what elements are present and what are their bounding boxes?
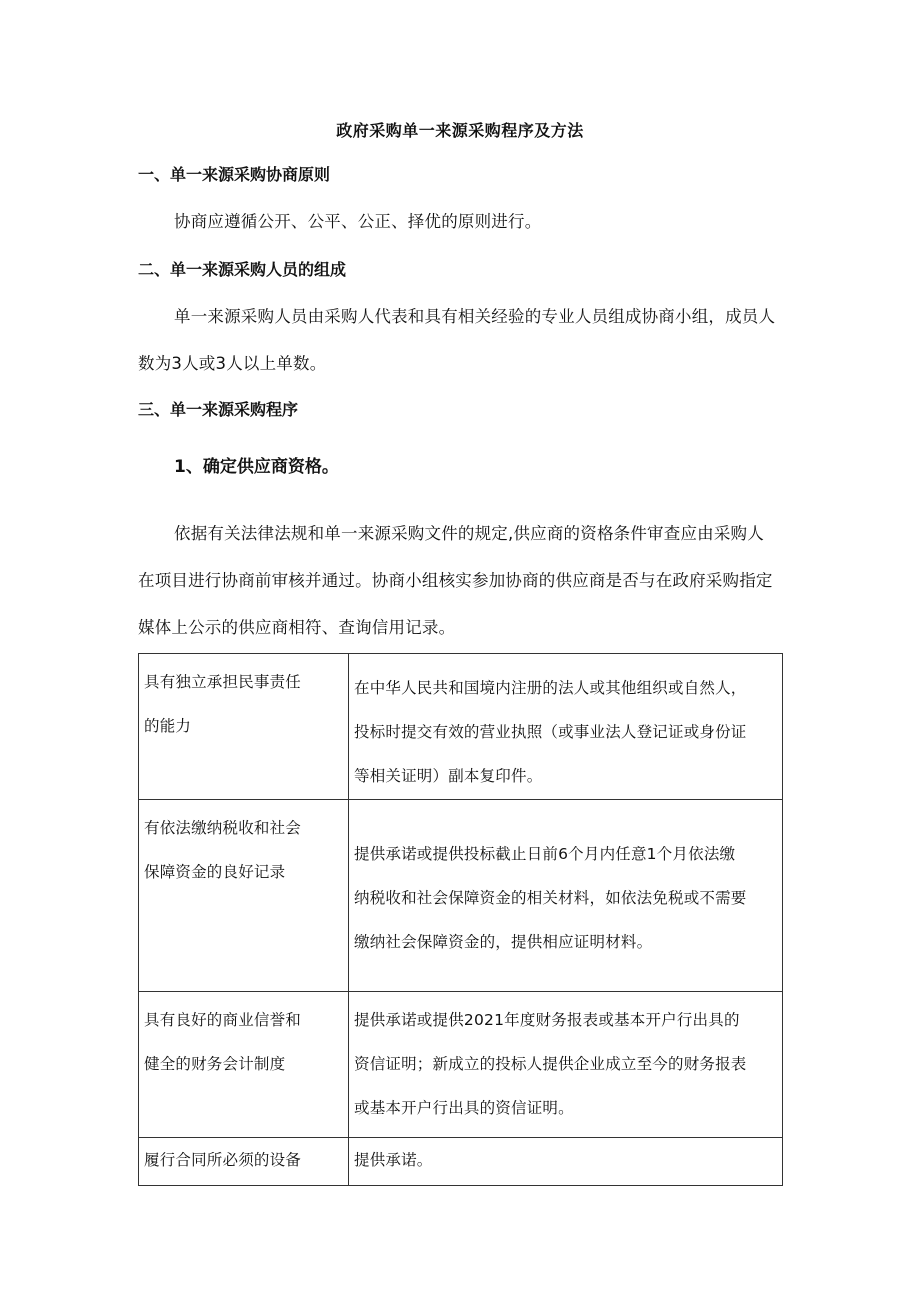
section-2-paragraph-line-1: 单一来源采购人员由采购人代表和具有相关经验的专业人员组成协商小组，成员人 [174, 307, 776, 326]
requirement-cell [139, 800, 349, 992]
requirement-line: 的能力 [144, 717, 192, 735]
document-title: 政府采购单一来源采购程序及方法 [336, 121, 584, 140]
table-row [139, 654, 783, 800]
table-row [139, 1138, 783, 1186]
section-1-paragraph: 协商应遵循公开、公平、公正、择优的原则进行。 [174, 212, 542, 231]
section-2-paragraph-line-2: 数为3人或3人以上单数。 [138, 354, 327, 373]
proof-cell [349, 800, 783, 992]
section-3-paragraph-line-2: 在项目进行协商前审核并通过。协商小组核实参加协商的供应商是否与在政府采购指定 [138, 571, 773, 590]
section-heading-3: 三、单一来源采购程序 [138, 400, 299, 419]
requirement-line: 履行合同所必须的设备 [144, 1151, 302, 1169]
proof-line: 提供承诺。 [354, 1151, 433, 1169]
proof-line: 提供承诺或提供2021年度财务报表或基本开户行出具的 [354, 1011, 740, 1029]
section-3-sub-heading: 1、确定供应商资格。 [174, 457, 339, 477]
proof-line: 在中华人民共和国境内注册的法人或其他组织或自然人， [354, 679, 747, 697]
section-heading-2: 二、单一来源采购人员的组成 [138, 260, 347, 279]
requirement-cell [139, 992, 349, 1138]
requirement-cell [139, 1138, 349, 1186]
section-3-paragraph-line-1: 依据有关法律法规和单一来源采购文件的规定,供应商的资格条件审查应由采购人 [174, 524, 764, 543]
section-heading-1: 一、单一来源采购协商原则 [138, 165, 331, 184]
proof-line: 或基本开户行出具的资信证明。 [354, 1099, 574, 1117]
proof-line: 提供承诺或提供投标截止日前6个月内任意1个月依法缴 [354, 845, 736, 863]
requirement-cell [139, 654, 349, 800]
proof-cell [349, 1138, 783, 1186]
requirement-line: 具有良好的商业信誉和 [144, 1011, 302, 1029]
requirement-line: 保障资金的良好记录 [144, 863, 286, 881]
table-row [139, 800, 783, 992]
proof-line: 纳税收和社会保障资金的相关材料，如依法免税或不需要 [354, 889, 747, 907]
section-3-paragraph-line-3: 媒体上公示的供应商相符、查询信用记录。 [138, 618, 456, 637]
proof-line: 缴纳社会保障资金的，提供相应证明材料。 [354, 933, 653, 951]
requirement-line: 具有独立承担民事责任 [144, 673, 302, 691]
requirement-line: 健全的财务会计制度 [144, 1055, 286, 1073]
proof-cell [349, 654, 783, 800]
proof-line: 投标时提交有效的营业执照（或事业法人登记证或身份证 [354, 723, 747, 741]
table-row [139, 992, 783, 1138]
requirement-line: 有依法缴纳税收和社会 [144, 819, 302, 837]
proof-cell [349, 992, 783, 1138]
proof-line: 资信证明；新成立的投标人提供企业成立至今的财务报表 [354, 1055, 747, 1073]
qualification-table [138, 653, 783, 1186]
proof-line: 等相关证明）副本复印件。 [354, 767, 543, 785]
